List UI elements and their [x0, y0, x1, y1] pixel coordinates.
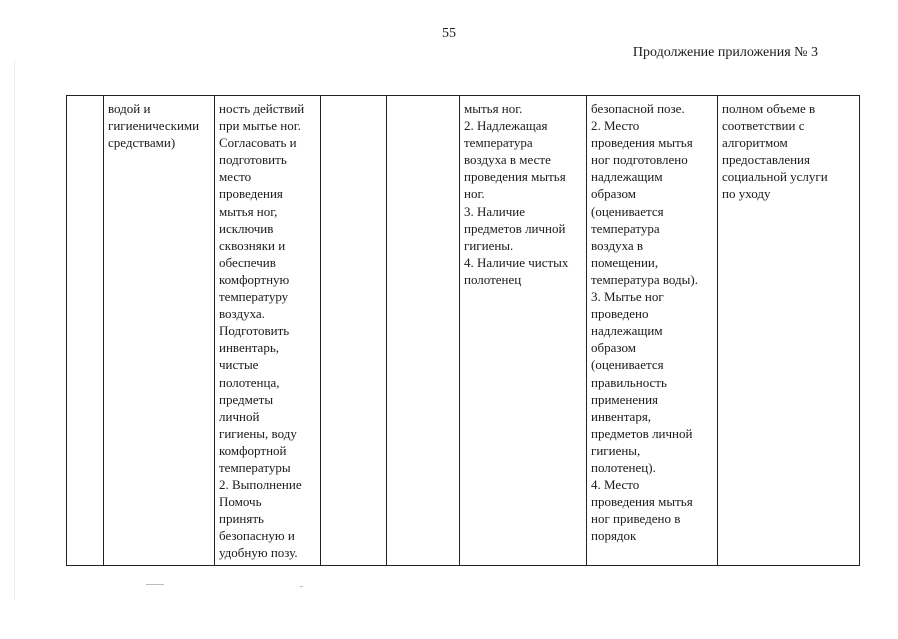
- cell-text-line: принять: [219, 511, 264, 527]
- appendix-table: [66, 95, 860, 566]
- table-cell-col-3: [215, 96, 321, 566]
- cell-text-line: (оценивается: [591, 203, 664, 219]
- cell-text-line: применения: [591, 391, 659, 407]
- table-row: [67, 96, 860, 566]
- cell-text-line: воздуха в месте: [464, 152, 551, 168]
- table-cell-col-7: [587, 96, 718, 566]
- cell-text-line: проведения: [219, 186, 283, 202]
- cell-text-line: температура: [591, 220, 660, 236]
- cell-text-line: подготовить: [219, 152, 287, 168]
- scan-margin-line: [14, 60, 15, 600]
- cell-text-line: предметов личной: [591, 425, 693, 441]
- cell-text-line: полотенец: [464, 271, 522, 287]
- table-cell-col-1: [67, 96, 104, 566]
- table-cell-col-8: [718, 96, 860, 566]
- cell-text-line: средствами): [108, 135, 176, 151]
- continuation-label: Продолжение приложения № 3: [632, 45, 818, 60]
- table-cell-col-4: [321, 96, 387, 566]
- cell-text-line: безопасную и: [219, 528, 295, 544]
- table-cell-col-2: [104, 96, 215, 566]
- scan-artifact-dot: [300, 586, 303, 587]
- cell-text-line: социальной услуги: [722, 169, 828, 185]
- cell-text-line: удобную позу.: [219, 545, 298, 561]
- cell-text-line: порядок: [591, 528, 637, 544]
- cell-text-line: предметов личной: [464, 220, 566, 236]
- cell-text-line: алгоритмом: [722, 135, 788, 151]
- cell-text-line: исключив: [219, 220, 274, 236]
- cell-text-line: гигиены,: [591, 442, 641, 458]
- scan-artifact-dash: [146, 584, 164, 585]
- cell-text-line: полотенец).: [591, 459, 656, 475]
- cell-text-line: надлежащим: [591, 323, 663, 339]
- cell-text-line: образом: [591, 186, 636, 202]
- cell-text-line: инвентарь,: [219, 340, 279, 356]
- cell-text-line: комфортной: [219, 442, 287, 458]
- cell-text-line: по уходу: [722, 186, 771, 202]
- cell-text-line: 2. Выполнение: [219, 477, 302, 493]
- cell-text-line: мытья ног.: [464, 101, 523, 116]
- cell-text-line: место: [219, 169, 252, 185]
- cell-text-line: комфортную: [219, 271, 290, 287]
- cell-text-line: обеспечив: [219, 254, 276, 270]
- cell-text-line: воздуха.: [219, 306, 265, 322]
- cell-text-line: проведения мытья: [591, 135, 693, 151]
- cell-text-line: 2. Надлежащая: [464, 118, 548, 134]
- cell-text-line: личной: [219, 408, 260, 424]
- cell-text-line: температуры: [219, 459, 291, 475]
- cell-text-line: инвентаря,: [591, 408, 652, 424]
- cell-text-line: правильность: [591, 374, 667, 390]
- cell-text-line: проведения мытья: [464, 169, 566, 185]
- cell-text-line: при мытье ног.: [219, 118, 301, 134]
- cell-text-line: воздуха в: [591, 237, 644, 253]
- cell-text-line: образом: [591, 340, 636, 356]
- cell-text-line: водой и: [108, 101, 151, 116]
- cell-text-line: 3. Наличие: [464, 203, 525, 219]
- cell-text-line: предоставления: [722, 152, 810, 168]
- cell-text-line: надлежащим: [591, 169, 663, 185]
- cell-text-line: температура: [464, 135, 533, 151]
- cell-text-line: температуру: [219, 289, 289, 305]
- cell-text-line: полном объеме в: [722, 101, 816, 116]
- cell-text-line: температура воды).: [591, 271, 698, 287]
- cell-text-line: полотенца,: [219, 374, 280, 390]
- cell-text-line: чистые: [219, 357, 259, 373]
- cell-text-line: гигиены.: [464, 237, 514, 253]
- cell-text-line: 4. Место: [591, 477, 640, 493]
- cell-text-line: безопасной позе.: [591, 101, 685, 116]
- page-number: 55: [442, 26, 456, 41]
- cell-text-line: ног приведено в: [591, 511, 681, 527]
- cell-text-line: (оценивается: [591, 357, 664, 373]
- cell-text-line: проведено: [591, 306, 649, 322]
- table-cell-col-6: [460, 96, 587, 566]
- cell-text-line: предметы: [219, 391, 274, 407]
- cell-text-line: соответствии с: [722, 118, 805, 134]
- cell-text-line: 3. Мытье ног: [591, 289, 664, 305]
- cell-text-line: мытья ног,: [219, 203, 278, 219]
- cell-text-line: 2. Место: [591, 118, 640, 134]
- cell-text-line: сквозняки и: [219, 237, 286, 253]
- cell-text-line: Помочь: [219, 494, 262, 510]
- cell-text-line: Согласовать и: [219, 135, 297, 151]
- table-cell-col-5: [387, 96, 460, 566]
- cell-text-line: Подготовить: [219, 323, 290, 339]
- cell-text-line: ног.: [464, 186, 485, 202]
- cell-text-line: гигиеническими: [108, 118, 200, 134]
- cell-text-line: проведения мытья: [591, 494, 693, 510]
- cell-text-line: ность действий: [219, 101, 305, 116]
- cell-text-line: помещении,: [591, 254, 659, 270]
- cell-text-line: 4. Наличие чистых: [464, 254, 569, 270]
- cell-text-line: гигиены, воду: [219, 425, 297, 441]
- cell-text-line: ног подготовлено: [591, 152, 688, 168]
